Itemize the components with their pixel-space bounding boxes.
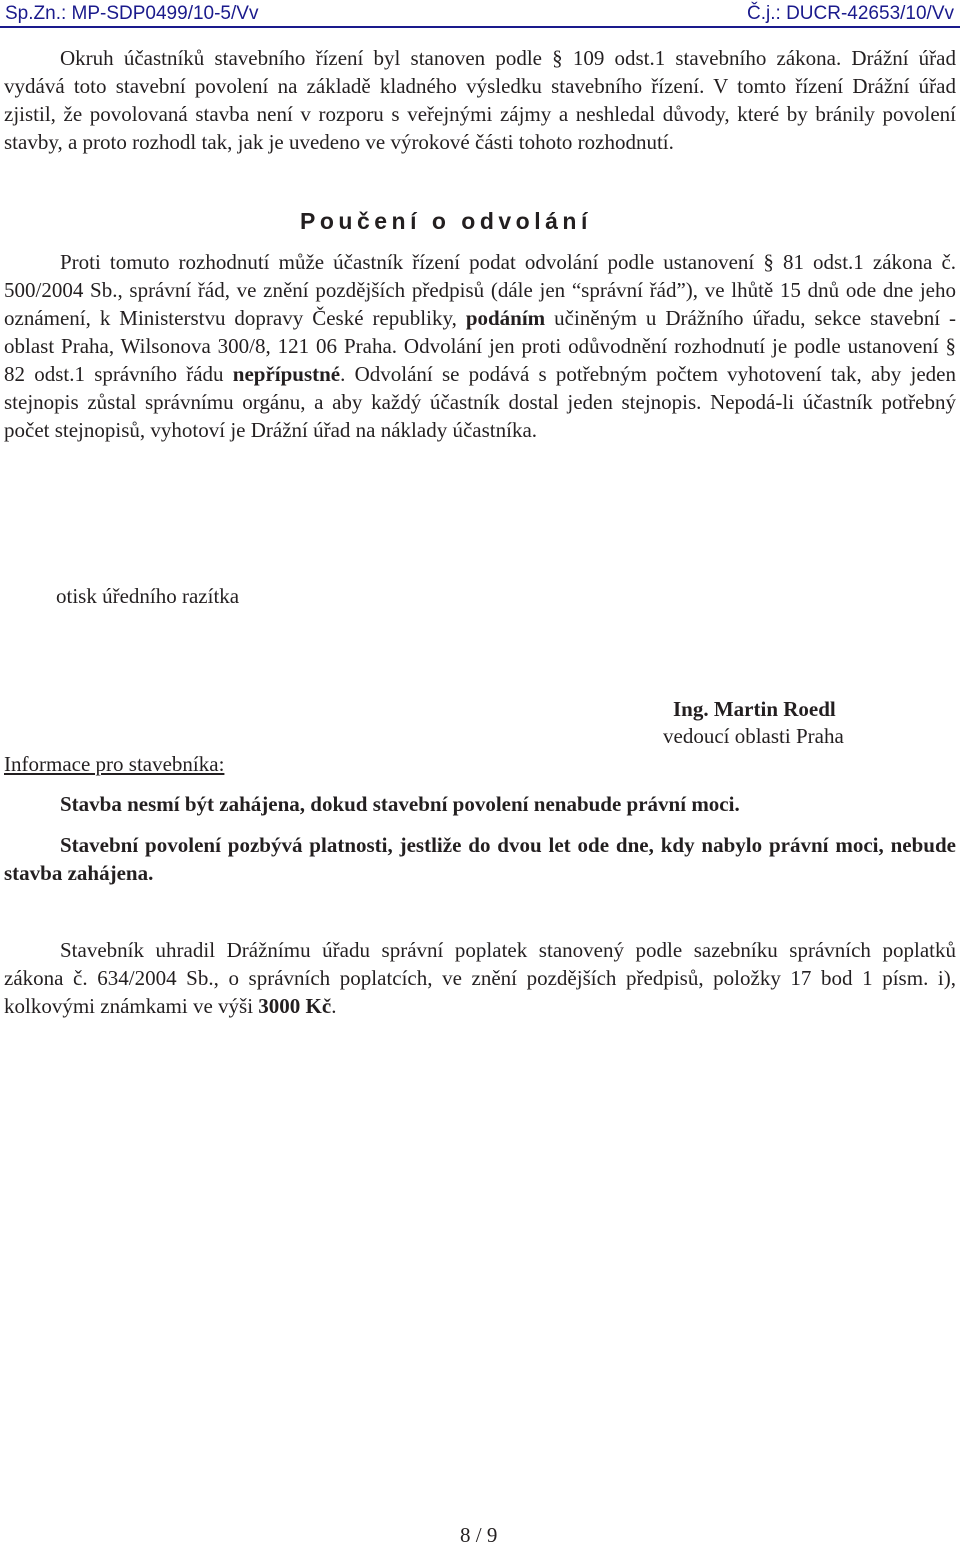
- signatory-name: Ing. Martin Roedl: [673, 697, 836, 721]
- intro-sentence-1: Okruh účastníků stavebního řízení byl stanoven podle: [60, 46, 542, 70]
- appeal-ref-1: 81 odst.1 zákona č. 500/2004 Sb., správní řád, ve znění pozdějších předpisů (dále jen “správní řád”), ve lhůtě 15 dnů ode dne jeho oznámení, k Ministerstvu dopravy České republiky,: [4, 250, 957, 330]
- header-rule: [0, 26, 960, 28]
- appeal-bold-1: podáním: [465, 306, 546, 330]
- section-sign-icon: §: [945, 334, 957, 358]
- appeal-heading: Poučení o odvolání: [300, 208, 592, 234]
- info-line-1: Stavba nesmí být zahájena, dokud stavební povolení nenabude právní moci.: [60, 792, 740, 816]
- appeal-text-3: . Odvolání se podává s potřebným počtem vyhotovení tak, aby jeden stejnopis zůstal správnímu orgánu, a aby každý účastník dostal jeden stejnopis. Nepodá-li účastník potřebný počet stejnopisů, vyhotoví je Drážní úřad na náklady účastníka.: [4, 362, 956, 442]
- appeal-paragraph: [4, 248, 956, 444]
- intro-ref: 109 odst.1 stavebního zákona.: [572, 46, 842, 70]
- intro-sentence-2: Drážní úřad vydává toto stavební povolení na základě kladného výsledku stavebního řízení. V tomto řízení Drážní úřad zjistil, že povolovaná stavba není v rozporu s veřejnými zájmy a neshledal důvody, které by bránily povolení stavby, a proto rozhodl tak, jak je uvedeno ve výrokové části tohoto rozhodnutí.: [4, 46, 956, 154]
- intro-paragraph: [4, 44, 956, 156]
- fee-amount: 3000 Kč: [258, 994, 332, 1018]
- appeal-bold-2: nepřípustné: [232, 362, 341, 386]
- fee-text: Stavebník uhradil Drážnímu úřadu správní poplatek stanovený podle sazebníku správních poplatků zákona č. 634/2004 Sb., o správních poplatcích, ve znění pozdějších předpisů, položky 17 bod 1 písm. i), kolkovými známkami ve výši: [4, 938, 956, 1018]
- appeal-text-1: Proti tomuto rozhodnutí může účastník řízení podat odvolání podle ustanovení: [60, 250, 755, 274]
- appeal-ref-2: 82 odst.1 správního řádu: [4, 362, 224, 386]
- case-number: Č.j.: DUCR-42653/10/Vv: [747, 3, 954, 24]
- signatory-role: vedoucí oblasti Praha: [663, 724, 844, 748]
- file-reference: Sp.Zn.: MP-SDP0499/10-5/Vv: [5, 3, 259, 24]
- page-number: 8 / 9: [460, 1523, 498, 1547]
- fee-end: .: [331, 994, 337, 1018]
- section-sign-icon: §: [763, 250, 774, 274]
- info-title: Informace pro stavebníka:: [4, 752, 225, 776]
- appeal-text-2: učiněným u Drážního úřadu, sekce stavební - oblast Praha, Wilsonova 300/8, 121 06 Praha. Odvolání jen proti odůvodnění rozhodnutí je podle ustanovení: [4, 306, 957, 358]
- page-header: [0, 0, 960, 26]
- section-sign-icon: §: [552, 46, 563, 70]
- fee-paragraph: [4, 936, 956, 1020]
- stamp-placeholder: otisk úředního razítka: [56, 584, 240, 608]
- info-line-2: Stavební povolení pozbývá platnosti, jestliže do dvou let ode dne, kdy nabylo právní moci, nebude stavba zahájena.: [4, 833, 956, 885]
